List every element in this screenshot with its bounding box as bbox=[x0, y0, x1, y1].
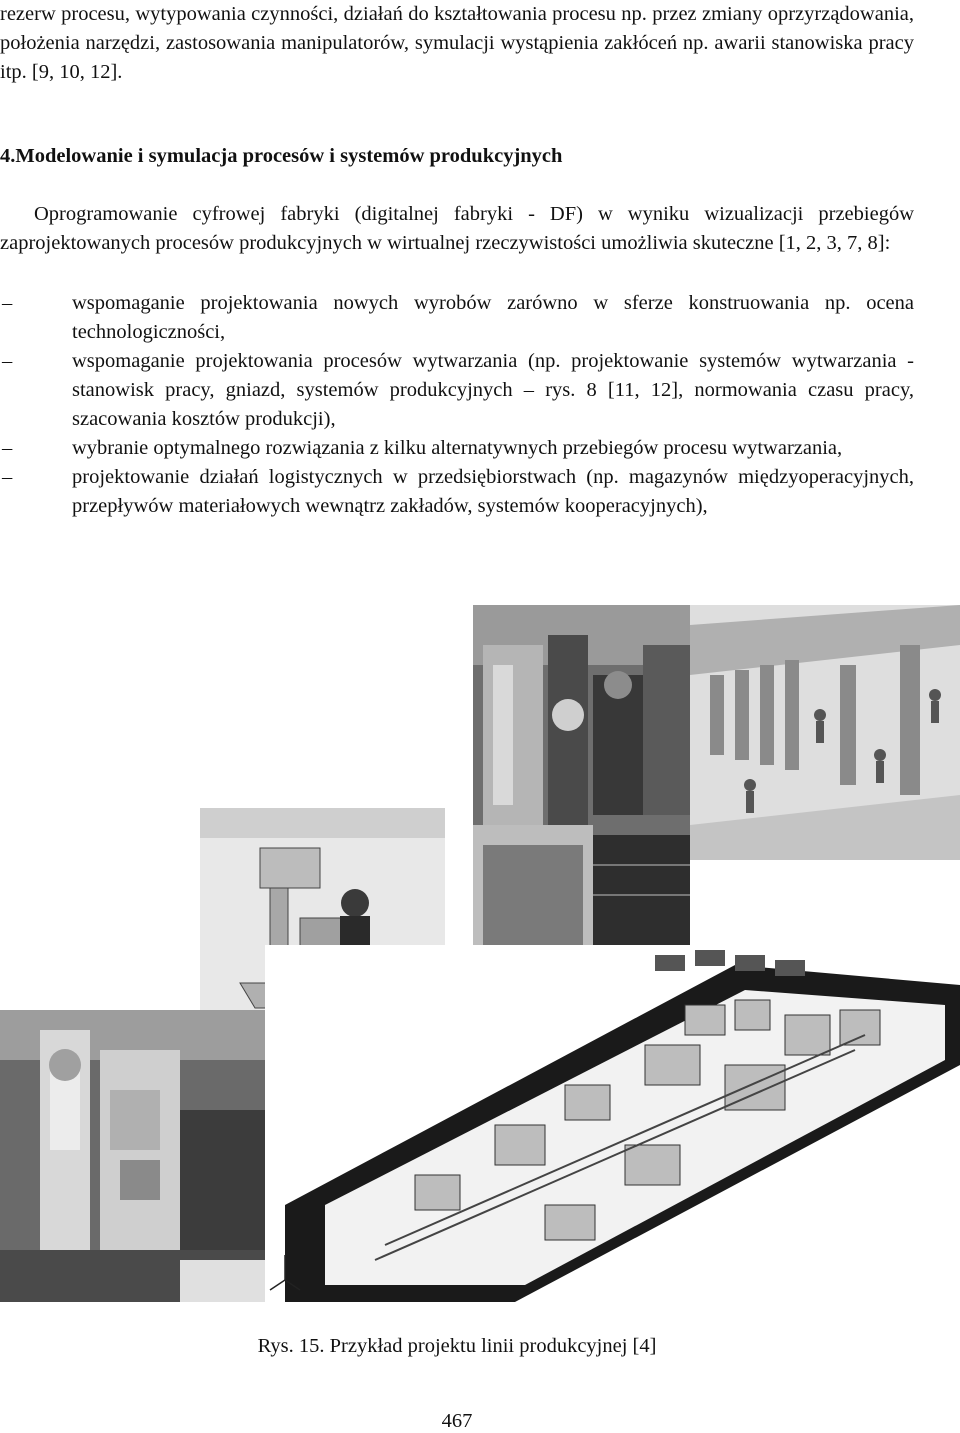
3d-factory-layout bbox=[265, 945, 960, 1302]
section-heading: 4.Modelowanie i symulacja procesów i systemów produkcyjnych bbox=[0, 145, 563, 167]
bullet-list bbox=[0, 289, 914, 521]
first-paragraph: rezerw procesu, wytypowania czynności, działań do kształtowania procesu np. przez zmiany oprzyrządowania, położenia narzędzi, zastosowania manipulatorów, symulacji wystąpienia zakłóceń np. awarii stanowiska pracy itp. [9, 10, 12]. bbox=[0, 3, 914, 83]
figure-caption: Rys. 15. Przykład projektu linii produkcyjnej [4] bbox=[257, 1335, 657, 1357]
list-item: – wspomaganie projektowania procesów wytwarzania (np. projektowanie systemów wytwarzania - stanowisk pracy, gniazd, systemów produkcyjnych – rys. 8 [11, 12], normowania czasu pracy, szacowania kosztów produkcji), bbox=[0, 347, 914, 434]
intro-paragraph bbox=[0, 200, 914, 258]
dash-icon: – bbox=[2, 466, 13, 488]
3d-layout-top-right bbox=[690, 605, 960, 860]
page-number: 467 bbox=[441, 1410, 473, 1432]
intro-text: Oprogramowanie cyfrowej fabryki (digitalnej fabryki - DF) w wyniku wizualizacji przebiegów zaprojektowanych procesów produkcyjnych w wirtualnej rzeczywistości umożliwia skuteczne [1, 2, 3, 7, 8]: bbox=[0, 203, 914, 254]
machine-photo-bottom bbox=[0, 1010, 265, 1302]
list-item: – projektowanie działań logistycznych w przedsiębiorstwach (np. magazynów międzyoperacyjnych, przepływów materiałowych wewnątrz zakładów, systemów kooperacyjnych), bbox=[0, 463, 914, 521]
factory-photo-top bbox=[473, 605, 690, 955]
list-item: – wspomaganie projektowania nowych wyrobów zarówno w sferze konstruowania np. ocena technologiczności, bbox=[0, 289, 914, 347]
dash-icon: – bbox=[2, 292, 13, 314]
dash-icon: – bbox=[2, 350, 13, 372]
list-item: – wybranie optymalnego rozwiązania z kilku alternatywnych przebiegów procesu wytwarzania, bbox=[0, 434, 914, 463]
dash-icon: – bbox=[2, 437, 13, 459]
